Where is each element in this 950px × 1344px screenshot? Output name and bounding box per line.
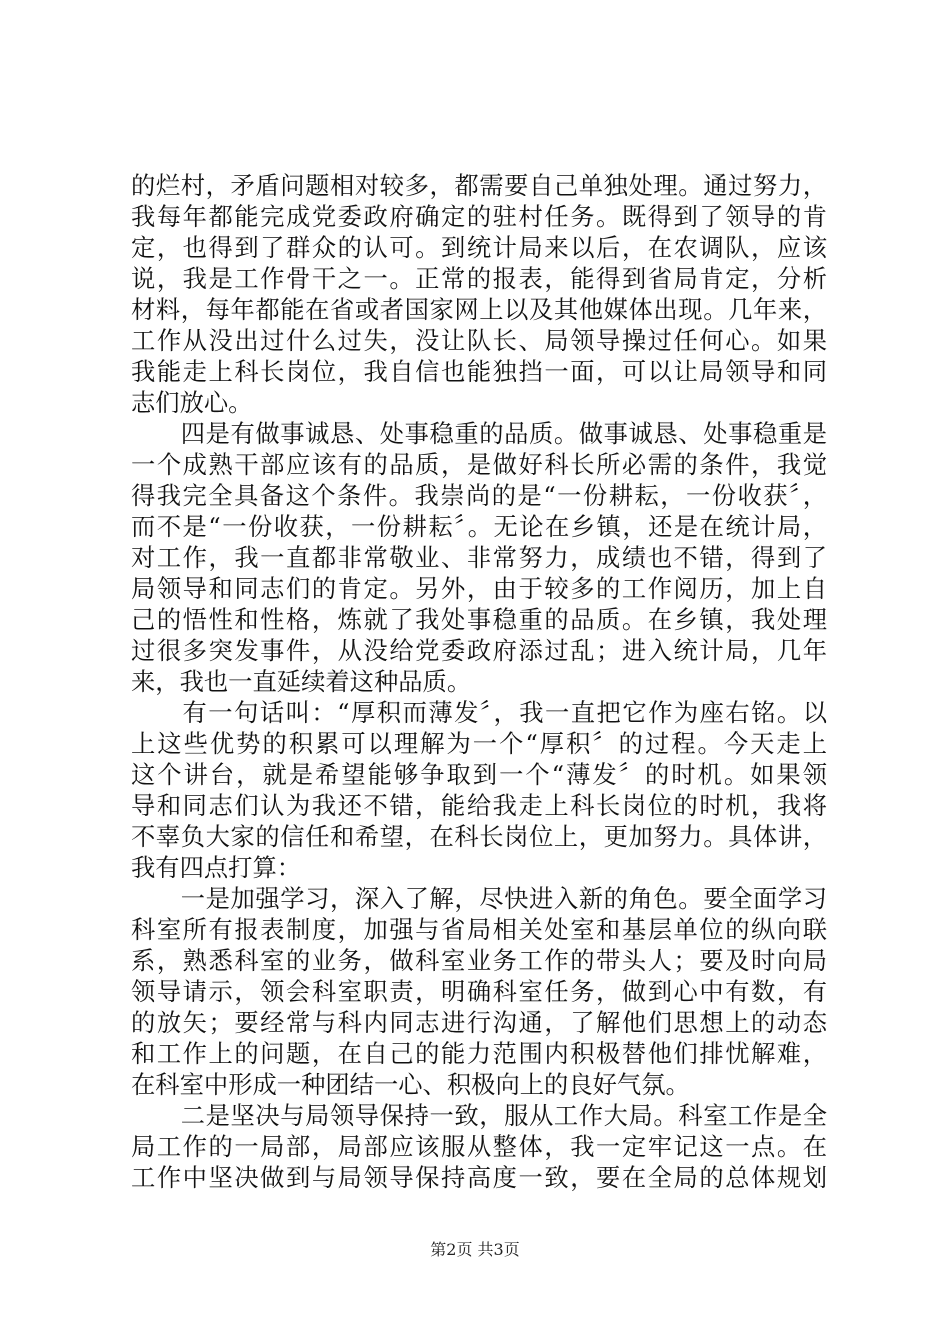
paragraph-2 xyxy=(131,418,827,697)
document-body xyxy=(131,170,827,1193)
paragraph-4 xyxy=(131,883,827,1100)
text-line: 上这些优势的积累可以理解为一个“厚积〞的过程。今天走上 xyxy=(131,729,827,758)
text-line: 材料，每年都能在省或者国家网上以及其他媒体出现。几年来， xyxy=(131,295,827,324)
text-line: 四是有做事诚恳、处事稳重的品质。做事诚恳、处事稳重是 xyxy=(131,419,827,448)
text-line: 志们放心。 xyxy=(131,388,253,417)
paragraph-1 xyxy=(131,170,827,418)
text-line: 一是加强学习，深入了解，尽快进入新的角色。要全面学习 xyxy=(131,884,827,913)
text-line: 这个讲台，就是希望能够争取到一个“薄发〞的时机。如果领 xyxy=(131,760,827,789)
text-line: 得我完全具备这个条件。我崇尚的是“一份耕耘，一份收获〞， xyxy=(131,481,827,510)
text-line: 定，也得到了群众的认可。到统计局来以后，在农调队，应该 xyxy=(131,233,827,262)
text-line: 工作从没出过什么过失，没让队长、局领导操过任何心。如果 xyxy=(131,326,827,355)
text-line: 己的悟性和性格，炼就了我处事稳重的品质。在乡镇，我处理 xyxy=(131,605,827,634)
text-line: 局领导和同志们的肯定。另外，由于较多的工作阅历，加上自 xyxy=(131,574,827,603)
text-line: 我有四点打算： xyxy=(131,853,302,882)
text-line: 的烂村，矛盾问题相对较多，都需要自己单独处理。通过努力， xyxy=(131,171,827,200)
text-line: 而不是“一份收获，一份耕耘〞。无论在乡镇，还是在统计局， xyxy=(131,512,827,541)
text-line: 过很多突发事件，从没给党委政府添过乱；进入统计局，几年 xyxy=(131,636,827,665)
text-line: 局工作的一局部，局部应该服从整体，我一定牢记这一点。在 xyxy=(131,1132,827,1161)
text-line: 导和同志们认为我还不错，能给我走上科长岗位的时机，我将 xyxy=(131,791,827,820)
text-line: 和工作上的问题，在自己的能力范围内积极替他们排忧解难， xyxy=(131,1039,827,1068)
text-line: 科室所有报表制度，加强与省局相关处室和基层单位的纵向联 xyxy=(131,915,827,944)
text-line: 来，我也一直延续着这种品质。 xyxy=(131,667,472,696)
text-line: 领导请示，领会科室职责，明确科室任务，做到心中有数，有 xyxy=(131,977,827,1006)
text-line: 我能走上科长岗位，我自信也能独挡一面，可以让局领导和同 xyxy=(131,357,827,386)
text-line: 对工作，我一直都非常敬业、非常努力，成绩也不错，得到了 xyxy=(131,543,827,572)
text-line: 在科室中形成一种团结一心、积极向上的良好气氛。 xyxy=(131,1070,690,1099)
page-number-footer: 第2页 共3页 xyxy=(430,1240,520,1259)
text-line: 的放矢；要经常与科内同志进行沟通，了解他们思想上的动态 xyxy=(131,1008,827,1037)
paragraph-5 xyxy=(131,1100,827,1193)
text-line: 二是坚决与局领导保持一致，服从工作大局。科室工作是全 xyxy=(131,1101,827,1130)
text-line: 系，熟悉科室的业务，做科室业务工作的带头人；要及时向局 xyxy=(131,946,827,975)
text-line: 一个成熟干部应该有的品质，是做好科长所必需的条件，我觉 xyxy=(131,450,827,479)
text-line: 我每年都能完成党委政府确定的驻村任务。既得到了领导的肯 xyxy=(131,202,827,231)
text-line: 不辜负大家的信任和希望，在科长岗位上，更加努力。具体讲， xyxy=(131,822,827,851)
text-line: 说，我是工作骨干之一。正常的报表，能得到省局肯定，分析 xyxy=(131,264,827,293)
paragraph-3 xyxy=(131,697,827,883)
text-line: 工作中坚决做到与局领导保持高度一致，要在全局的总体规划 xyxy=(131,1163,827,1192)
text-line: 有一句话叫：“厚积而薄发〞，我一直把它作为座右铭。以 xyxy=(131,698,827,727)
